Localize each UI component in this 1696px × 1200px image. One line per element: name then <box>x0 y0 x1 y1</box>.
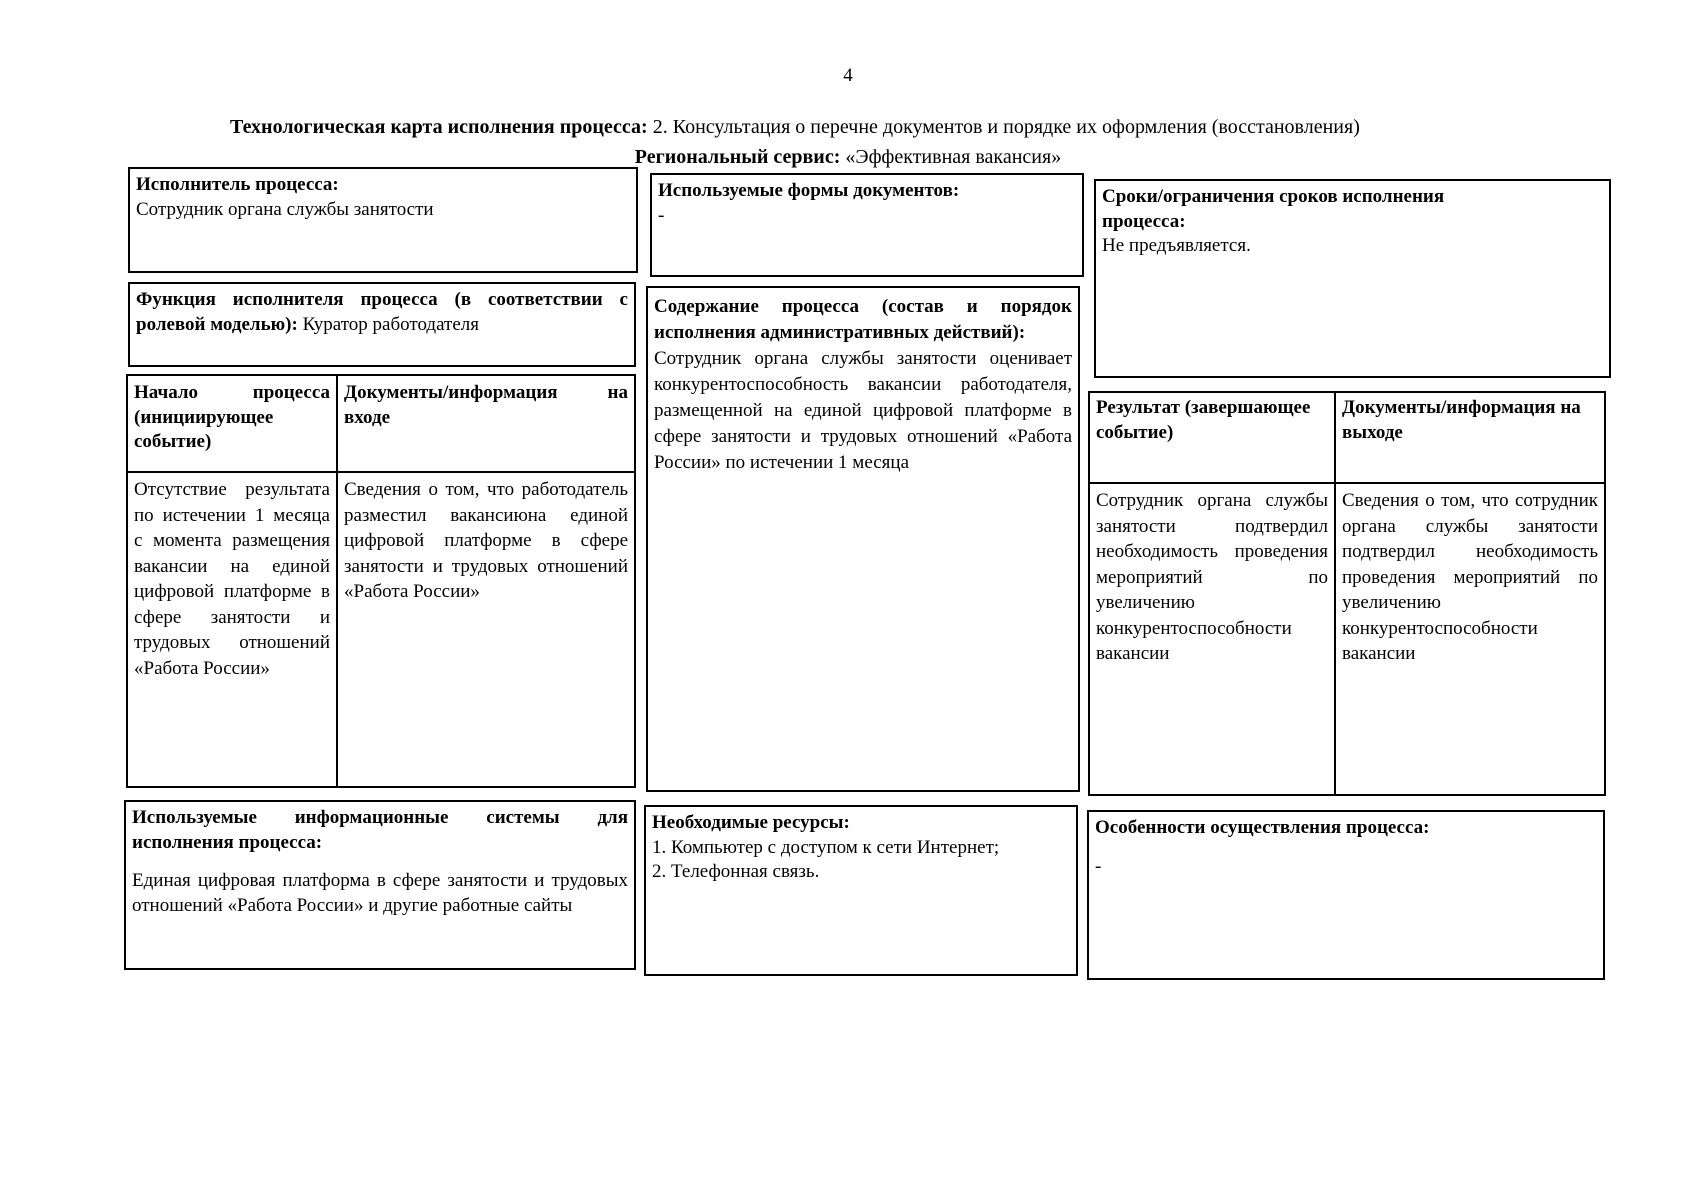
executor-value: Сотрудник органа службы занятости <box>136 198 434 220</box>
info-systems-box <box>124 800 636 970</box>
input-docs-value: Сведения о том, что работодатель разместил вакансиюна единой цифровой платформе в сфере занятости и трудовых отношений «Работа России» <box>344 479 628 602</box>
start-input-table-divider <box>128 471 634 473</box>
executor-heading: Исполнитель процесса: <box>136 174 339 195</box>
deadlines-heading: Сроки/ограничения сроков исполнения процесса: <box>1102 186 1445 232</box>
info-systems-value: Единая цифровая платформа в сфере занятости и трудовых отношений «Работа России» и другие работные сайты <box>132 870 628 917</box>
deadlines-value: Не предъявляется. <box>1102 235 1251 257</box>
function-heading: Функция исполнителя процесса (в соответствии с ролевой моделью): <box>136 289 628 335</box>
content-value: Сотрудник органа службы занятости оценивает конкурентоспособность вакансии работодателя, размещенной на единой цифровой платформе в сфере занятости и трудовых отношений «Работа России» по истечении 1 месяца <box>654 348 1072 473</box>
page-number: 4 <box>843 65 853 86</box>
executor-box <box>128 167 638 273</box>
deadlines-box <box>1094 179 1611 378</box>
features-value: - <box>1095 855 1102 877</box>
result-output-table <box>1088 391 1606 796</box>
resources-box <box>644 805 1078 976</box>
forms-heading: Используемые формы документов: <box>658 180 960 201</box>
resources-item-2: 2. Телефонная связь. <box>652 861 820 883</box>
result-heading: Результат (завершающее событие) <box>1096 397 1311 443</box>
info-systems-heading: Используемые информационные системы для исполнения процесса: <box>132 807 628 853</box>
start-heading: Начало процесса (инициирующее событие) <box>134 382 330 453</box>
content-heading: Содержание процесса (состав и порядок исполнения административных действий): <box>654 296 1072 343</box>
resources-item-1: 1. Компьютер с доступом к сети Интернет; <box>652 836 1000 858</box>
input-docs-heading: Документы/информация на входе <box>344 382 628 428</box>
start-input-table <box>126 374 636 788</box>
forms-box <box>650 173 1084 277</box>
function-box <box>128 282 636 367</box>
document-title-text: 2. Консультация о перечне документов и порядке их оформления (восстановления) <box>647 116 1360 138</box>
document-title-label: Технологическая карта исполнения процесса: <box>230 116 648 138</box>
content-box <box>646 286 1080 792</box>
resources-heading: Необходимые ресурсы: <box>652 812 850 833</box>
regional-service-label: Региональный сервис: <box>634 146 841 168</box>
features-box <box>1087 810 1605 980</box>
start-value: Отсутствие результата по истечении 1 месяца с момента размещения вакансии на единой цифровой платформе в сфере занятости и трудовых отношений «Работа России» <box>134 479 330 679</box>
document-title <box>230 114 1530 140</box>
output-docs-heading: Документы/информация на выходе <box>1342 397 1581 443</box>
forms-value: - <box>658 204 665 226</box>
regional-service-text: «Эффективная вакансия» <box>840 146 1062 168</box>
result-value: Сотрудник органа службы занятости подтвердил необходимость проведения мероприятий по увеличению конкурентоспособности вакансии <box>1096 490 1328 664</box>
features-heading: Особенности осуществления процесса: <box>1095 817 1430 838</box>
output-docs-value: Сведения о том, что сотрудник органа службы занятости подтвердил необходимость проведения мероприятий по увеличению конкурентоспособности вакансии <box>1342 490 1598 664</box>
function-value: Куратор работодателя <box>297 313 479 335</box>
result-output-table-divider <box>1090 482 1604 484</box>
